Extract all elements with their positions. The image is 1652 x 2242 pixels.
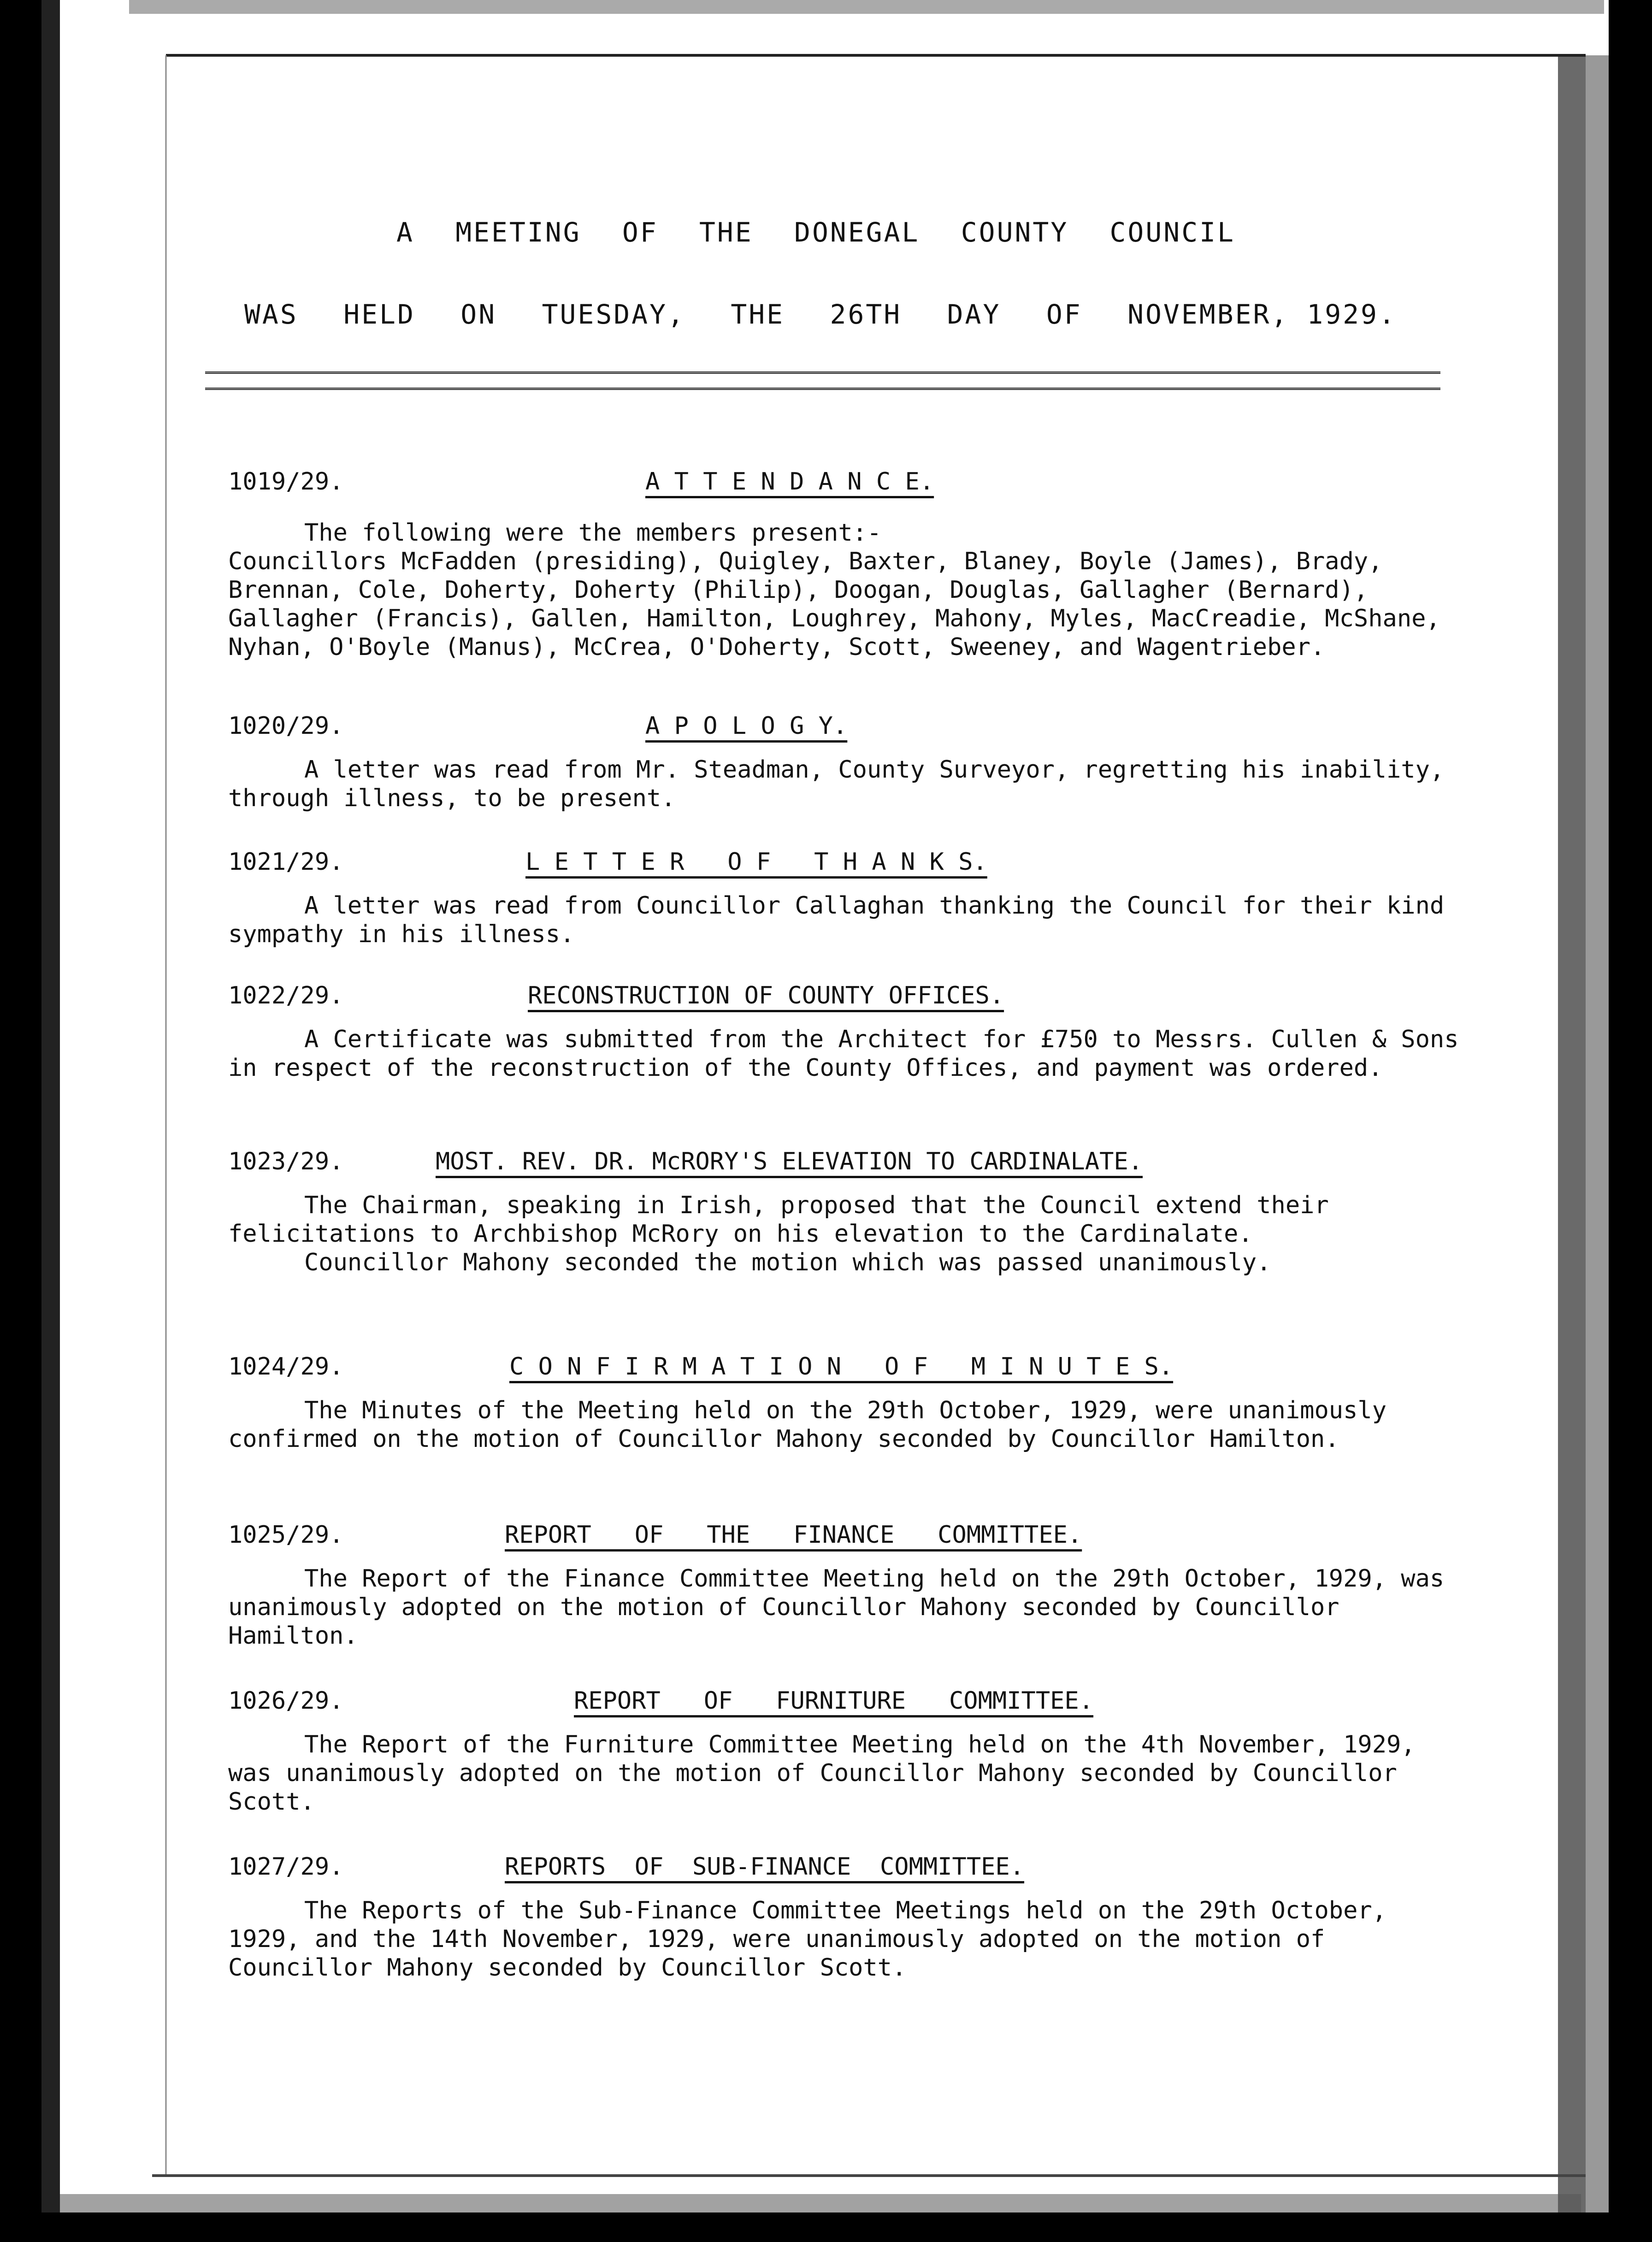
heading-word: WAS: [244, 299, 298, 330]
double-rule-divider: [205, 372, 1440, 390]
heading-word: OF: [622, 217, 658, 248]
item-body: [228, 1396, 1473, 1453]
item-title: L E T T E R O F T H A N K S.: [525, 848, 987, 876]
heading-word: NOVEMBER, 1929.: [1127, 299, 1397, 330]
minute-item: [228, 1353, 1473, 1453]
item-paragraph: A Certificate was submitted from the Architect for £750 to Messrs. Cullen & Sons in respect of the reconstruction of the County Offices, and payment was ordered.: [228, 1026, 1473, 1082]
minute-item: [228, 1521, 1473, 1650]
minute-item: [228, 982, 1473, 1082]
item-number: 1022/29.: [228, 982, 344, 1009]
item-title: REPORT OF FURNITURE COMMITTEE.: [574, 1687, 1094, 1715]
item-paragraph: The following were the members present:-: [304, 519, 882, 547]
item-title: REPORT OF THE FINANCE COMMITTEE.: [505, 1521, 1082, 1549]
item-number: 1020/29.: [228, 712, 344, 740]
item-body: [228, 1191, 1473, 1277]
item-title: REPORTS OF SUB-FINANCE COMMITTEE.: [505, 1853, 1025, 1881]
heading-word: ON: [460, 299, 497, 330]
heading-word: TUESDAY,: [542, 299, 685, 330]
item-body: [228, 1564, 1473, 1650]
minute-item: [228, 1687, 1473, 1816]
minute-item: [228, 468, 1473, 661]
item-body: [228, 1730, 1473, 1816]
heading-word: THE: [731, 299, 785, 330]
heading-word: HELD: [343, 299, 415, 330]
heading-word: COUNTY: [961, 217, 1069, 248]
item-paragraph: The Chairman, speaking in Irish, proposed that the Council extend their felicitations to Archbishop McRory on his elevation to the Cardinalate.: [228, 1192, 1344, 1248]
heading-word: MEETING: [455, 217, 581, 248]
item-paragraph: A letter was read from Mr. Steadman, County Surveyor, regretting his inability, through illness, to be present.: [228, 756, 1459, 812]
item-number: 1025/29.: [228, 1521, 344, 1549]
item-title: RECONSTRUCTION OF COUNTY OFFICES.: [528, 982, 1004, 1009]
item-paragraph: The Minutes of the Meeting held on the 29th October, 1929, were unanimously confirmed on the motion of Councillor Mahony seconded by Councillor Hamilton.: [228, 1397, 1401, 1453]
item-number: 1027/29.: [228, 1853, 344, 1881]
item-number: 1023/29.: [228, 1148, 344, 1175]
heading-word: COUNCIL: [1109, 217, 1235, 248]
item-title: A P O L O G Y.: [645, 712, 848, 740]
item-paragraph: The Report of the Finance Committee Meeting held on the 29th October, 1929, was unanimously adopted on the motion of Councillor Mahony seconded by Councillor Hamilton.: [228, 1565, 1459, 1650]
item-paragraph: Councillors McFadden (presiding), Quigley, Baxter, Blaney, Boyle (James), Brady, Brennan, Cole, Doherty, Doherty (Philip), Doogan, Douglas, Gallagher (Bernard), Gallagher (Francis), Gallen, Hamilton, Loughrey, Mahony, Myles, MacCreadie, McShane, Nyhan, O'Boyle (Manus), McCrea, O'Doherty, Scott, Sweeney, and Wagentrieber.: [228, 548, 1455, 661]
item-body: [228, 519, 1473, 661]
item-paragraph: A letter was read from Councillor Callaghan thanking the Council for their kind sympathy in his illness.: [228, 892, 1459, 948]
item-body: [228, 1896, 1473, 1982]
item-title: C O N F I R M A T I O N O F M I N U T E S.: [509, 1353, 1174, 1381]
heading-line-2: [244, 299, 1397, 330]
minute-item: [228, 1148, 1473, 1277]
item-title: MOST. REV. DR. McRORY'S ELEVATION TO CARDINALATE.: [436, 1148, 1143, 1175]
item-body: [228, 891, 1473, 949]
item-number: 1021/29.: [228, 848, 344, 876]
heading-line-1: [396, 217, 1235, 248]
heading-word: 26TH: [830, 299, 902, 330]
item-paragraph: The Reports of the Sub-Finance Committee Meetings held on the 29th October, 1929, and the 14th November, 1929, were unanimously adopted on the motion of Councillor Mahony seconded by Councillor Scott.: [228, 1897, 1401, 1982]
item-paragraph: Councillor Mahony seconded the motion which was passed unanimously.: [304, 1249, 1271, 1276]
item-body: [228, 1025, 1473, 1082]
item-number: 1024/29.: [228, 1353, 344, 1381]
heading-word: THE: [699, 217, 753, 248]
item-paragraph: The Report of the Furniture Committee Meeting held on the 4th November, 1929, was unanimously adopted on the motion of Councillor Mahony seconded by Councillor Scott.: [228, 1731, 1430, 1816]
item-body: [228, 755, 1473, 813]
item-title: A T T E N D A N C E.: [645, 468, 934, 496]
minute-item: [228, 848, 1473, 949]
minute-item: [228, 1853, 1473, 1982]
minute-item: [228, 712, 1473, 813]
heading-word: A: [396, 217, 414, 248]
heading-word: OF: [1046, 299, 1082, 330]
item-number: 1026/29.: [228, 1687, 344, 1715]
heading-word: DONEGAL: [794, 217, 920, 248]
item-number: 1019/29.: [228, 468, 344, 496]
heading-word: DAY: [947, 299, 1001, 330]
